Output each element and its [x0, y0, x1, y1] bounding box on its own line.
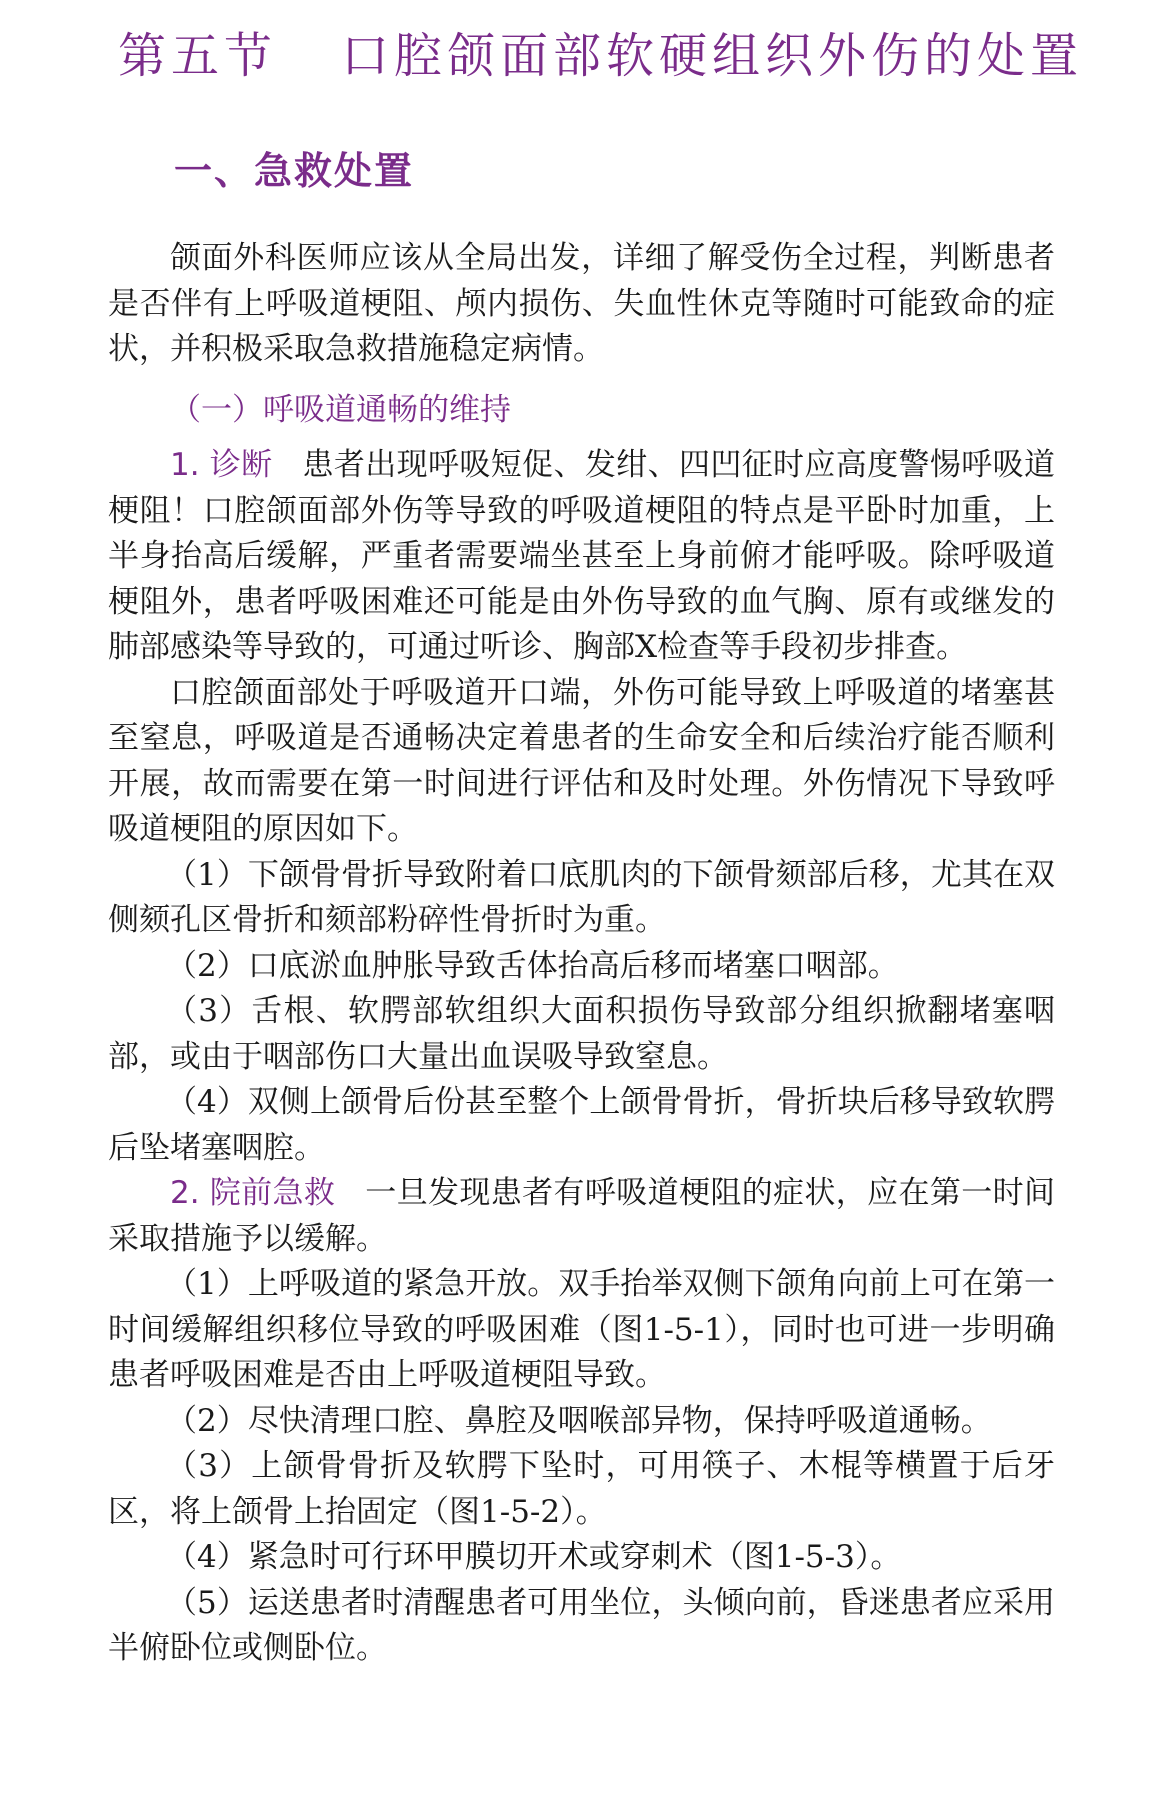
- prehospital-text: 一旦发现患者有呼吸道梗阻的症状，应在第一时间采取措施予以缓解。: [108, 1175, 1056, 1257]
- measure-item: （3）上颌骨骨折及软腭下坠时，可用筷子、木棍等横置于后牙区，将上颌骨上抬固定（图1-5-2）。: [108, 1448, 1055, 1530]
- cause-item: （1）下颌骨骨折导致附着口底肌肉的下颌骨颏部后移，尤其在双侧颏孔区骨折和颏部粉碎性骨折时为重。: [108, 856, 1055, 938]
- chapter-title: [118, 26, 1083, 86]
- cause-item: （4）双侧上颌骨后份甚至整个上颌骨骨折，骨折块后移导致软腭后坠堵塞咽腔。: [108, 1084, 1055, 1166]
- diagnosis-paragraph: [108, 443, 1055, 671]
- cause-item: （2）口底淤血肿胀导致舌体抬高后移而堵塞口咽部。: [166, 947, 899, 984]
- intro-paragraph-block: [108, 236, 1055, 373]
- cause-item: （3）舌根、软腭部软组织大面积损伤导致部分组织掀翻堵塞咽部，或由于咽部伤口大量出血误吸导致窒息。: [108, 993, 1055, 1075]
- subsection-heading: （一）呼吸道通畅的维持: [170, 392, 511, 428]
- airway-cause-paragraph: 口腔颌面部处于呼吸道开口端，外伤可能导致上呼吸道的堵塞甚至窒息，呼吸道是否通畅决定着患者的生命安全和后续治疗能否顺利开展，故而需要在第一时间进行评估和及时处理。外伤情况下导致呼吸道梗阻的原因如下。: [108, 674, 1055, 847]
- prehospital-paragraph: [108, 1171, 1055, 1262]
- main-text-flow: [108, 443, 1055, 1672]
- section-number: 第五节: [118, 28, 278, 84]
- intro-paragraph: 颌面外科医师应该从全局出发，详细了解受伤全过程，判断患者是否伴有上呼吸道梗阻、颅内损伤、失血性休克等随时可能致命的症状，并积极采取急救措施稳定病情。: [108, 240, 1055, 367]
- prehospital-label: 2. 院前急救: [170, 1175, 336, 1211]
- measure-item: （1）上呼吸道的紧急开放。双手抬举双侧下颌角向前上可在第一时间缓解组织移位导致的呼吸困难（图1-5-1），同时也可进一步明确患者呼吸困难是否由上呼吸道梗阻导致。: [108, 1266, 1055, 1393]
- measure-item: （4）紧急时可行环甲膜切开术或穿刺术（图1-5-3）。: [166, 1539, 902, 1575]
- measure-item: （5）运送患者时清醒患者可用坐位，头倾向前，昏迷患者应采用半俯卧位或侧卧位。: [108, 1584, 1055, 1666]
- section-title: 口腔颌面部软硬组织外伤的处置: [341, 28, 1084, 84]
- diagnosis-label: 1. 诊断: [170, 447, 273, 483]
- diagnosis-text: 患者出现呼吸短促、发绀、四凹征时应高度警惕呼吸道梗阻！口腔颌面部外伤等导致的呼吸道梗阻的特点是平卧时加重，上半身抬高后缓解，严重者需要端坐甚至上身前俯才能呼吸。除呼吸道梗阻外，患者呼吸困难还可能是由外伤导致的血气胸、原有或继发的肺部感染等导致的，可通过听诊、胸部X检查等手段初步排查。: [108, 447, 1056, 665]
- section-heading: 一、急救处置: [174, 149, 415, 193]
- measure-item: （2）尽快清理口腔、鼻腔及咽喉部异物，保持呼吸道通畅。: [166, 1402, 992, 1439]
